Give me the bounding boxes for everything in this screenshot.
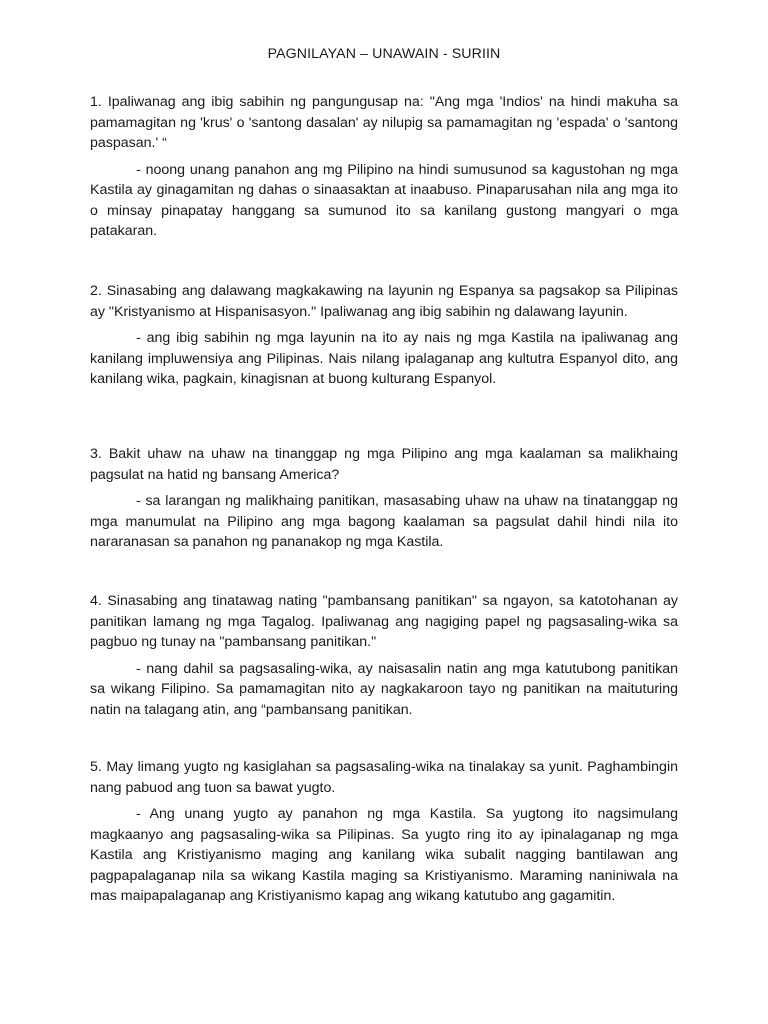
question-2: 2. Sinasabing ang dalawang magkakawing na layunin ng Espanya sa pagsakop sa Pilipinas ay "Kristyanismo at Hispanisasyon." Ipaliwanag ang ibig sabihin ng dalawang layunin. (90, 283, 678, 320)
question-3: 3. Bakit uhaw na uhaw na tinanggap ng mga Pilipino ang mga kaalaman sa malikhaing pagsulat na hatid ng bansang America? (90, 446, 678, 483)
answer-2: - ang ibig sabihin ng mga layunin na ito ay nais ng mga Kastila na ipaliwanag ang kanilang impluwensiya ang Pilipinas. Nais nilang ipalaganap ang kultutra Espanyol dito, ang kanilang wika, pagkain, kinagisnan at buong kulturang Espanyol. (90, 330, 678, 387)
question-1: 1. Ipaliwanag ang ibig sabihin ng pangungusap na: "Ang mga 'Indios' na hindi makuha sa pamamagitan ng 'krus' o 'santong dasalan' ay nilupig sa pamamagitan ng 'espada' o 'santong paspasan.' “ (90, 94, 678, 151)
question-4: 4. Sinasabing ang tinatawag nating "pambansang panitikan" sa ngayon, sa katotohanan ay panitikan lamang ng mga Tagalog. Ipaliwanag ang nagiging papel ng pagsasaling-wika sa pagbuo ng tunay na "pambansang panitikan." (90, 593, 678, 650)
qa-section-5 (90, 757, 678, 907)
question-5: 5. May limang yugto ng kasiglahan sa pagsasaling-wika na tinalakay sa yunit. Paghambingin nang pabuod ang tuon sa bawat yugto. (90, 759, 678, 796)
answer-3: - sa larangan ng malikhaing panitikan, masasabing uhaw na uhaw na tinatanggap ng mga manumulat na Pilipino ang mga bagong kaalaman sa pagsulat dahil hindi nila ito nararanasan sa panahon ng pananakop ng mga Kastila. (90, 493, 678, 550)
qa-section-1 (90, 92, 678, 242)
qa-section-2 (90, 281, 678, 390)
page-title: PAGNILAYAN – UNAWAIN - SURIIN (267, 46, 501, 62)
answer-5: - Ang unang yugto ay panahon ng mga Kastila. Sa yugtong ito nagsimulang magkaanyo ang pagsasaling-wika sa Pilipinas. Sa yugto ring ito ay ipinalaganap ng mga Kastila ang Kristiyanismo maging ang kanilang wika subalit nagging bantilawan ang pagpapalaganap nila sa wikang Kastila maging sa Kristiyanismo. Maraming naniniwala na mas maipapalaganap ang Kristiyanismo kapag ang wikang katutubo ang gagamitin. (90, 806, 678, 904)
answer-4: - nang dahil sa pagsasaling-wika, ay naisasalin natin ang mga katutubong panitikan sa wikang Filipino. Sa pamamagitan nito ay nagkakaroon tayo ng panitikan na maituturing natin na talagang atin, ang “pambansang panitikan. (90, 660, 678, 718)
qa-section-4 (90, 591, 678, 720)
qa-section-3 (90, 444, 678, 553)
answer-1: - noong unang panahon ang mg Pilipino na hindi sumusunod sa kagustohan ng mga Kastila ay ginagamitan ng dahas o sinaasaktan at inaabuso. Pinaparusahan nila ang mga ito o minsay pinapatay hanggang sa sumunod ito sa kanilang gustong mangyari o mga patakaran. (90, 161, 678, 239)
